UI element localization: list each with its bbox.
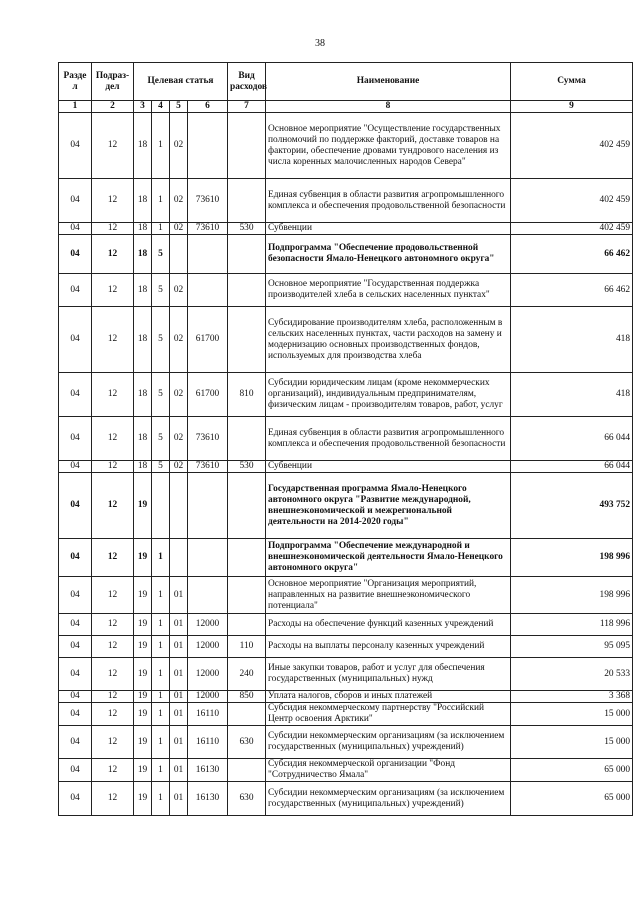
section-cell: 04 (59, 417, 92, 461)
name-cell: Субсидии некоммерческим организациям (за исключением государственных (муниципальных) учреждений) (266, 782, 511, 816)
target-direction-cell: 61700 (188, 307, 228, 373)
target-direction-cell (188, 235, 228, 274)
target-subprogram-cell: 1 (152, 636, 170, 658)
target-direction-cell: 73610 (188, 179, 228, 223)
sum-cell: 198 996 (511, 539, 633, 577)
section-cell: 04 (59, 223, 92, 235)
target-event-cell: 01 (170, 703, 188, 726)
sum-cell: 493 752 (511, 473, 633, 539)
sum-cell: 402 459 (511, 179, 633, 223)
section-cell: 04 (59, 726, 92, 759)
expense-type-cell (228, 113, 266, 179)
section-cell: 04 (59, 235, 92, 274)
subsection-cell: 12 (92, 307, 134, 373)
section-cell: 04 (59, 473, 92, 539)
target-program-cell: 19 (134, 759, 152, 782)
name-cell: Государственная программа Ямало-Ненецкого автономного округа "Развитие международной, внешнеэкономической и межрегиональной деятельности на 2014-2020 годы" (266, 473, 511, 539)
target-subprogram-cell: 1 (152, 223, 170, 235)
section-cell: 04 (59, 636, 92, 658)
target-program-cell: 18 (134, 307, 152, 373)
target-program-cell: 18 (134, 179, 152, 223)
budget-table (58, 62, 633, 816)
target-direction-cell: 61700 (188, 373, 228, 417)
target-event-cell: 02 (170, 461, 188, 473)
subsection-cell: 12 (92, 235, 134, 274)
expense-type-cell (228, 274, 266, 307)
sum-cell: 65 000 (511, 759, 633, 782)
subsection-cell: 12 (92, 577, 134, 614)
name-cell: Подпрограмма "Обеспечение международной и внешнеэкономической деятельности Ямало-Ненецкого автономного округа" (266, 539, 511, 577)
expense-type-cell: 530 (228, 461, 266, 473)
subsection-cell: 12 (92, 782, 134, 816)
table-row (59, 726, 633, 759)
target-program-cell: 18 (134, 274, 152, 307)
table-row (59, 373, 633, 417)
sum-cell: 65 000 (511, 782, 633, 816)
target-subprogram-cell: 1 (152, 703, 170, 726)
target-subprogram-cell: 1 (152, 614, 170, 636)
sum-cell: 66 044 (511, 461, 633, 473)
target-subprogram-cell: 1 (152, 179, 170, 223)
header-section: Разде л (59, 63, 92, 101)
sum-cell: 95 095 (511, 636, 633, 658)
expense-type-cell (228, 417, 266, 461)
table-row (59, 703, 633, 726)
subsection-cell: 12 (92, 274, 134, 307)
subsection-cell: 12 (92, 223, 134, 235)
target-program-cell: 19 (134, 577, 152, 614)
table-row (59, 473, 633, 539)
target-direction-cell (188, 473, 228, 539)
table-row (59, 223, 633, 235)
sum-cell: 418 (511, 373, 633, 417)
section-cell: 04 (59, 691, 92, 703)
name-cell: Расходы на выплаты персоналу казенных учреждений (266, 636, 511, 658)
target-direction-cell: 73610 (188, 461, 228, 473)
table-row (59, 417, 633, 461)
target-event-cell: 02 (170, 179, 188, 223)
target-program-cell: 19 (134, 614, 152, 636)
target-program-cell: 19 (134, 658, 152, 691)
column-number: 4 (152, 101, 170, 113)
header-sum: Сумма (511, 63, 633, 101)
header-target-article: Целевая статья (134, 63, 228, 101)
sum-cell: 15 000 (511, 726, 633, 759)
name-cell: Субсидия некоммерческому партнерству "Российский Центр освоения Арктики" (266, 703, 511, 726)
table-row (59, 235, 633, 274)
table-row (59, 539, 633, 577)
sum-cell: 402 459 (511, 113, 633, 179)
section-cell: 04 (59, 179, 92, 223)
sum-cell: 15 000 (511, 703, 633, 726)
target-program-cell: 19 (134, 473, 152, 539)
section-cell: 04 (59, 113, 92, 179)
expense-type-cell: 110 (228, 636, 266, 658)
target-subprogram-cell: 5 (152, 307, 170, 373)
target-subprogram-cell: 5 (152, 461, 170, 473)
name-cell: Субвенции (266, 223, 511, 235)
target-program-cell: 19 (134, 703, 152, 726)
section-cell: 04 (59, 703, 92, 726)
target-program-cell: 19 (134, 539, 152, 577)
target-direction-cell: 16130 (188, 759, 228, 782)
expense-type-cell: 630 (228, 782, 266, 816)
header-expense-type: Вид расходов (228, 63, 266, 101)
sum-cell: 66 462 (511, 274, 633, 307)
target-subprogram-cell: 1 (152, 658, 170, 691)
name-cell: Субсидия некоммерческой организации "Фонд "Сотрудничество Ямала" (266, 759, 511, 782)
target-event-cell (170, 473, 188, 539)
column-number: 6 (188, 101, 228, 113)
target-event-cell (170, 539, 188, 577)
subsection-cell: 12 (92, 636, 134, 658)
name-cell: Подпрограмма "Обеспечение продовольственной безопасности Ямало-Ненецкого автономного округа" (266, 235, 511, 274)
expense-type-cell (228, 235, 266, 274)
target-event-cell: 02 (170, 373, 188, 417)
header-name: Наименование (266, 63, 511, 101)
target-event-cell: 01 (170, 636, 188, 658)
table-body (59, 113, 633, 816)
subsection-cell: 12 (92, 703, 134, 726)
subsection-cell: 12 (92, 461, 134, 473)
header-subsection: Подраз- дел (92, 63, 134, 101)
expense-type-cell: 240 (228, 658, 266, 691)
expense-type-cell (228, 473, 266, 539)
target-event-cell: 01 (170, 759, 188, 782)
name-cell: Уплата налогов, сборов и иных платежей (266, 691, 511, 703)
section-cell: 04 (59, 307, 92, 373)
target-direction-cell: 73610 (188, 417, 228, 461)
subsection-cell: 12 (92, 658, 134, 691)
target-program-cell: 18 (134, 223, 152, 235)
table-row (59, 274, 633, 307)
sum-cell: 66 462 (511, 235, 633, 274)
target-direction-cell: 12000 (188, 636, 228, 658)
target-direction-cell: 12000 (188, 658, 228, 691)
target-direction-cell: 12000 (188, 614, 228, 636)
subsection-cell: 12 (92, 473, 134, 539)
name-cell: Основное мероприятие "Осуществление государственных полномочий по поддержке факторий, доставке товаров на фактории, обеспечение дровами тундрового населения из числа коренных малочисленных народов Севера" (266, 113, 511, 179)
subsection-cell: 12 (92, 113, 134, 179)
expense-type-cell: 850 (228, 691, 266, 703)
target-direction-cell (188, 539, 228, 577)
subsection-cell: 12 (92, 373, 134, 417)
target-subprogram-cell: 1 (152, 782, 170, 816)
page-number: 38 (315, 38, 325, 49)
subsection-cell: 12 (92, 691, 134, 703)
expense-type-cell (228, 703, 266, 726)
expense-type-cell (228, 179, 266, 223)
expense-type-cell (228, 614, 266, 636)
target-subprogram-cell: 1 (152, 539, 170, 577)
column-number: 7 (228, 101, 266, 113)
target-program-cell: 18 (134, 417, 152, 461)
section-cell: 04 (59, 461, 92, 473)
section-cell: 04 (59, 373, 92, 417)
target-event-cell: 02 (170, 113, 188, 179)
column-number: 1 (59, 101, 92, 113)
table-row (59, 113, 633, 179)
subsection-cell: 12 (92, 179, 134, 223)
name-cell: Субсидирование производителям хлеба, расположенным в сельских населенных пунктах, части расходов на замену и модернизацию основных производственных фондов, используемых для производства хлеба (266, 307, 511, 373)
table-row (59, 691, 633, 703)
column-number: 2 (92, 101, 134, 113)
expense-type-cell: 630 (228, 726, 266, 759)
target-event-cell: 01 (170, 782, 188, 816)
expense-type-cell: 530 (228, 223, 266, 235)
table-row (59, 614, 633, 636)
target-direction-cell: 16130 (188, 782, 228, 816)
target-direction-cell: 73610 (188, 223, 228, 235)
target-direction-cell: 12000 (188, 691, 228, 703)
subsection-cell: 12 (92, 614, 134, 636)
section-cell: 04 (59, 274, 92, 307)
section-cell: 04 (59, 658, 92, 691)
target-event-cell: 01 (170, 658, 188, 691)
subsection-cell: 12 (92, 726, 134, 759)
sum-cell: 118 996 (511, 614, 633, 636)
section-cell: 04 (59, 759, 92, 782)
name-cell: Основное мероприятие "Государственная поддержка производителей хлеба в сельских населенных пунктах" (266, 274, 511, 307)
target-direction-cell (188, 113, 228, 179)
table-row (59, 782, 633, 816)
target-event-cell: 02 (170, 274, 188, 307)
table-row (59, 636, 633, 658)
target-program-cell: 18 (134, 461, 152, 473)
section-cell: 04 (59, 614, 92, 636)
section-cell: 04 (59, 577, 92, 614)
target-program-cell: 19 (134, 636, 152, 658)
name-cell: Единая субвенция в области развития агропромышленного комплекса и обеспечения продовольственной безопасности (266, 179, 511, 223)
target-event-cell: 02 (170, 223, 188, 235)
target-program-cell: 19 (134, 726, 152, 759)
target-event-cell: 01 (170, 614, 188, 636)
sum-cell: 198 996 (511, 577, 633, 614)
target-event-cell: 01 (170, 726, 188, 759)
target-program-cell: 18 (134, 373, 152, 417)
target-program-cell: 19 (134, 691, 152, 703)
column-number: 3 (134, 101, 152, 113)
expense-type-cell: 810 (228, 373, 266, 417)
target-event-cell: 02 (170, 307, 188, 373)
section-cell: 04 (59, 782, 92, 816)
column-number: 8 (266, 101, 511, 113)
target-event-cell: 02 (170, 417, 188, 461)
target-subprogram-cell: 5 (152, 373, 170, 417)
sum-cell: 66 044 (511, 417, 633, 461)
subsection-cell: 12 (92, 417, 134, 461)
section-cell: 04 (59, 539, 92, 577)
table-row (59, 461, 633, 473)
target-event-cell: 01 (170, 691, 188, 703)
target-subprogram-cell: 1 (152, 726, 170, 759)
target-subprogram-cell: 1 (152, 113, 170, 179)
expense-type-cell (228, 539, 266, 577)
target-program-cell: 18 (134, 113, 152, 179)
expense-type-cell (228, 759, 266, 782)
target-subprogram-cell: 5 (152, 274, 170, 307)
target-event-cell (170, 235, 188, 274)
target-program-cell: 19 (134, 782, 152, 816)
name-cell: Субсидии некоммерческим организациям (за исключением государственных (муниципальных) учреждений) (266, 726, 511, 759)
table-row (59, 307, 633, 373)
target-subprogram-cell: 5 (152, 417, 170, 461)
subsection-cell: 12 (92, 759, 134, 782)
sum-cell: 402 459 (511, 223, 633, 235)
name-cell: Субвенции (266, 461, 511, 473)
name-cell: Основное мероприятие "Организация мероприятий, направленных на развитие внешнеэкономического потенциала" (266, 577, 511, 614)
subsection-cell: 12 (92, 539, 134, 577)
target-direction-cell: 16110 (188, 703, 228, 726)
target-direction-cell: 16110 (188, 726, 228, 759)
target-subprogram-cell: 1 (152, 577, 170, 614)
name-cell: Единая субвенция в области развития агропромышленного комплекса и обеспечения продовольственной безопасности (266, 417, 511, 461)
sum-cell: 418 (511, 307, 633, 373)
name-cell: Расходы на обеспечение функций казенных учреждений (266, 614, 511, 636)
target-subprogram-cell: 1 (152, 759, 170, 782)
target-program-cell: 18 (134, 235, 152, 274)
expense-type-cell (228, 307, 266, 373)
target-direction-cell (188, 577, 228, 614)
target-direction-cell (188, 274, 228, 307)
target-event-cell: 01 (170, 577, 188, 614)
target-subprogram-cell: 5 (152, 235, 170, 274)
target-subprogram-cell (152, 473, 170, 539)
table-row (59, 577, 633, 614)
column-number: 9 (511, 101, 633, 113)
table-row (59, 759, 633, 782)
table-row (59, 658, 633, 691)
sum-cell: 20 533 (511, 658, 633, 691)
target-subprogram-cell: 1 (152, 691, 170, 703)
name-cell: Иные закупки товаров, работ и услуг для обеспечения государственных (муниципальных) нужд (266, 658, 511, 691)
expense-type-cell (228, 577, 266, 614)
table-row (59, 179, 633, 223)
column-number: 5 (170, 101, 188, 113)
name-cell: Субсидии юридическим лицам (кроме некоммерческих организаций), индивидуальным предпринимателям, физическим лицам - производителям товаров, работ, услуг (266, 373, 511, 417)
column-numbers-row (59, 101, 633, 113)
sum-cell: 3 368 (511, 691, 633, 703)
